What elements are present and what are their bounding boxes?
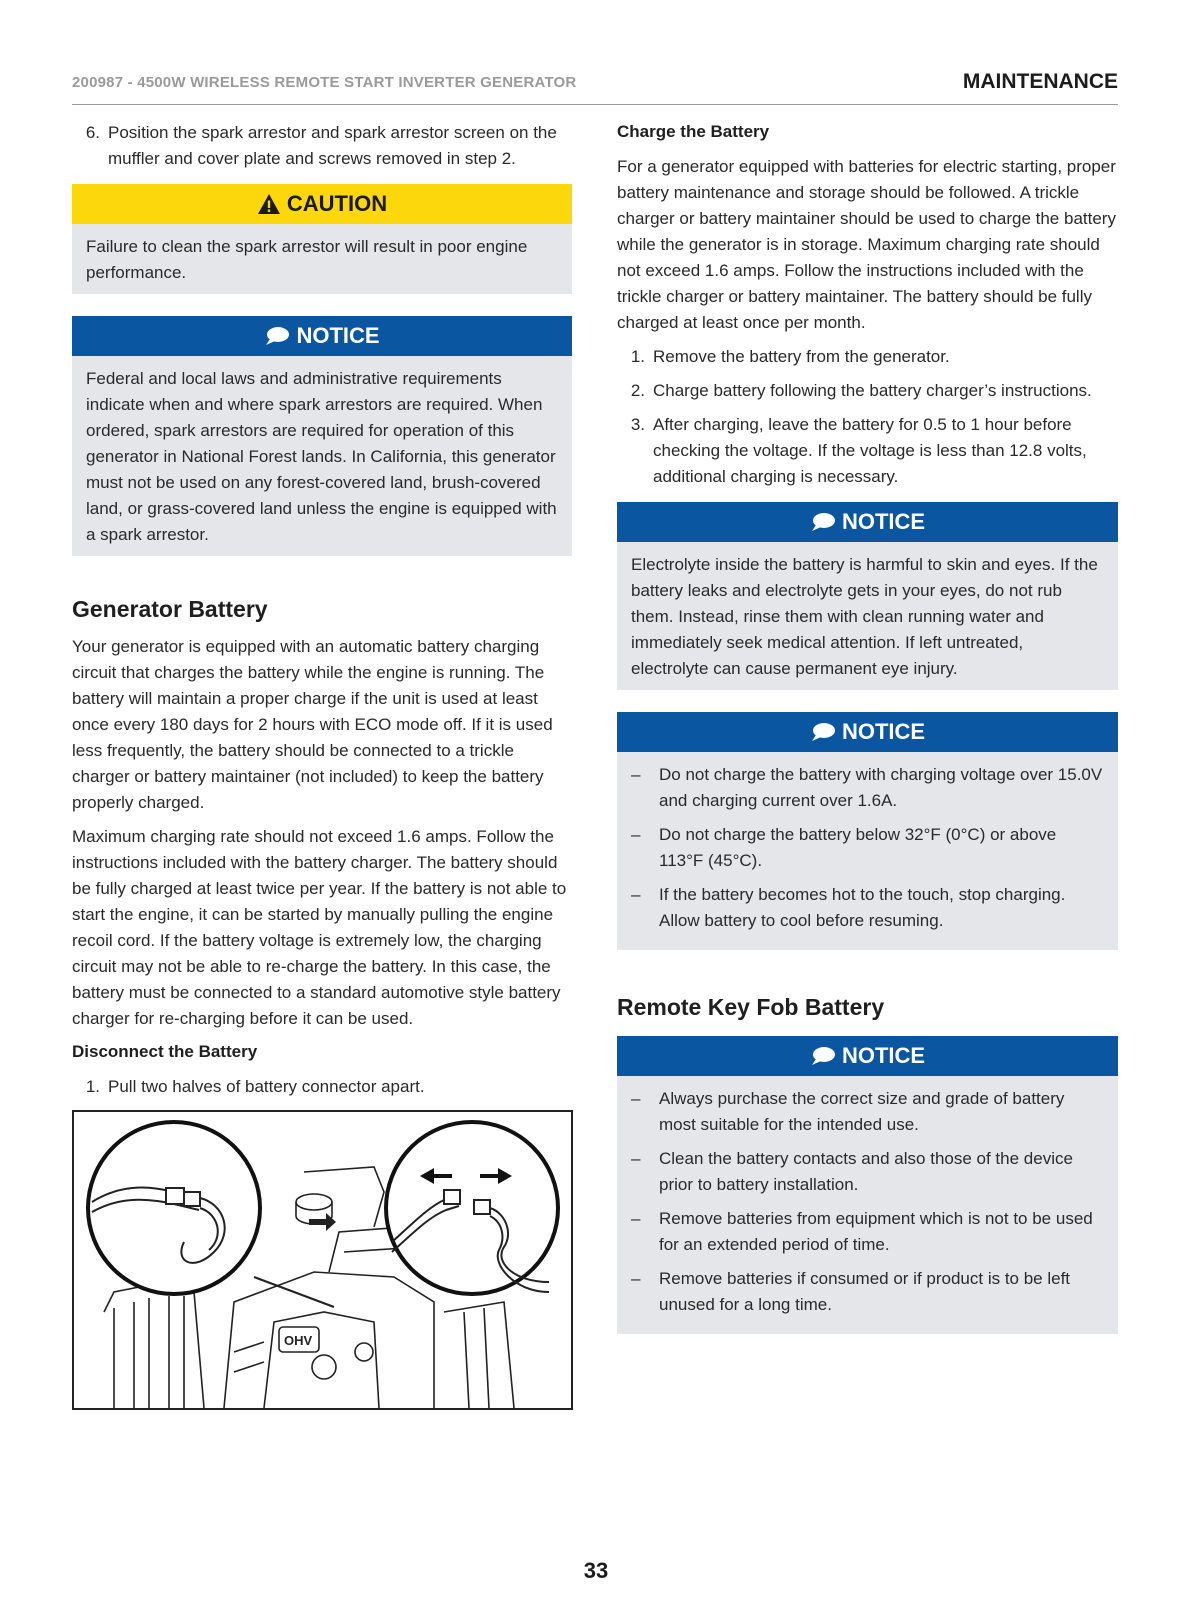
notice-item-text: Do not charge the battery below 32°F (0°C) or above 113°F (45°C).	[659, 825, 1057, 870]
section-title: MAINTENANCE	[962, 70, 1118, 93]
dash-bullet: –	[631, 885, 641, 904]
step-text: After charging, leave the battery for 0.5 to 1 hour before checking the voltage. If the voltage is less than 12.8 volts, additional charging is necessary.	[653, 415, 1087, 486]
charge-battery-heading: Charge the Battery	[617, 122, 770, 141]
notice-item-text: If the battery becomes hot to the touch, stop charging. Allow battery to cool before resuming.	[659, 885, 1066, 930]
charge-steps	[617, 344, 1118, 490]
notice-item-text: Clean the battery contacts and also those of the device prior to battery installation.	[659, 1149, 1073, 1194]
speech-bubble-icon	[810, 1046, 836, 1066]
step-number: 3.	[630, 415, 645, 434]
notice-list-item	[631, 1206, 1104, 1258]
caution-header	[72, 184, 572, 224]
notice-list-item	[631, 1086, 1104, 1138]
charge-battery-paragraph: For a generator equipped with batteries for electric starting, proper battery maintenance and storage should be followed. A trickle charger or battery maintainer should be used to charge the battery while the generator is in storage. Maximum charging rate should not exceed 1.6 amps. Follow the instructions included with the trickle charger or battery maintainer. The battery should be fully charged at least once per month.	[617, 157, 1116, 332]
notice-label: NOTICE	[841, 1043, 926, 1068]
notice-box-spark-arrestor	[72, 316, 572, 556]
notice-box-key-fob	[617, 1036, 1118, 1334]
step-text: Position the spark arrestor and spark arrestor screen on the muffler and cover plate and screws removed in step 2.	[108, 123, 557, 168]
dash-bullet: –	[631, 1149, 641, 1168]
step-text: Remove the battery from the generator.	[653, 347, 950, 366]
notice-item-text: Remove batteries from equipment which is not to be used for an extended period of time.	[659, 1209, 1093, 1254]
charge-step	[617, 378, 1118, 404]
charge-step	[617, 344, 1118, 370]
generator-battery-heading: Generator Battery	[72, 596, 268, 622]
step-number: 1.	[85, 1077, 100, 1096]
notice-list-item	[631, 1266, 1104, 1318]
generator-battery-paragraph-2: Maximum charging rate should not exceed 1.6 amps. Follow the instructions included with the battery charger. The battery should be fully charged at least twice per year. If the battery is not able to start the engine, it can be started by manually pulling the engine recoil cord. If the battery voltage is extremely low, the charging circuit may not be able to re-charge the battery. In this case, the battery must be connected to a standard automotive style battery charger for re-charging before it can be used.	[72, 827, 567, 1028]
notice-list-item	[631, 762, 1104, 814]
caution-label: CAUTION	[286, 191, 388, 216]
notice-list-item	[631, 882, 1104, 934]
speech-bubble-icon	[264, 326, 290, 346]
dash-bullet: –	[631, 825, 641, 844]
disconnect-battery-heading: Disconnect the Battery	[72, 1042, 258, 1061]
page-header	[72, 66, 1118, 105]
remote-key-fob-heading: Remote Key Fob Battery	[617, 994, 885, 1020]
left-column	[72, 120, 572, 1410]
speech-bubble-icon	[810, 722, 836, 742]
notice-item-text: Do not charge the battery with charging voltage over 15.0V and charging current over 1.6A.	[659, 765, 1103, 810]
charge-step	[617, 412, 1118, 490]
page-number: 33	[583, 1558, 609, 1583]
speech-bubble-icon	[810, 512, 836, 532]
step-text: Charge battery following the battery charger’s instructions.	[653, 381, 1092, 400]
step-6	[72, 120, 572, 172]
dash-bullet: –	[631, 1269, 641, 1288]
notice-label: NOTICE	[296, 323, 380, 348]
notice-label: NOTICE	[841, 719, 926, 744]
notice-item-text: Always purchase the correct size and grade of battery most suitable for the intended use.	[659, 1089, 1065, 1134]
dash-bullet: –	[631, 1089, 641, 1108]
warning-triangle-icon	[257, 193, 281, 215]
notice-list-item	[631, 1146, 1104, 1198]
right-column	[617, 120, 1118, 1356]
step-number: 2.	[630, 381, 645, 400]
engine-ohv-mark: OHV	[284, 1333, 313, 1348]
generator-engine-drawing	[74, 1112, 571, 1408]
dash-bullet: –	[631, 1209, 641, 1228]
notice-header	[617, 1036, 1118, 1076]
step-number: 6.	[85, 123, 100, 142]
battery-connector-illustration	[72, 1110, 573, 1410]
notice-box-electrolyte	[617, 502, 1118, 690]
dash-bullet: –	[631, 765, 641, 784]
notice-header	[72, 316, 572, 356]
notice-header	[617, 712, 1118, 752]
notice-body	[617, 1076, 1118, 1334]
step-number: 1.	[630, 347, 645, 366]
notice-body: Federal and local laws and administrative requirements indicate when and where spark arrestors are required. When ordered, spark arrestors are required for operation of this generator in National Forest lands. In California, this generator must not be used on any forest-covered land, brush-covered land, or grass-covered land unless the engine is equipped with a spark arrestor.	[86, 369, 557, 544]
notice-item-text: Remove batteries if consumed or if product is to be left unused for a long time.	[659, 1269, 1071, 1314]
document-title: 200987 - 4500W WIRELESS REMOTE START INVERTER GENERATOR	[72, 74, 577, 91]
disconnect-step-1	[72, 1074, 572, 1100]
notice-label: NOTICE	[841, 509, 926, 534]
notice-body: Electrolyte inside the battery is harmful to skin and eyes. If the battery leaks and electrolyte gets in your eyes, do not rub them. Instead, rinse them with clean running water and immediately seek medical attention. If left untreated, electrolyte can cause permanent eye injury.	[631, 555, 1098, 678]
generator-battery-paragraph-1: Your generator is equipped with an automatic battery charging circuit that charges the battery while the engine is running. The battery will maintain a proper charge if the unit is used at least once every 180 days for 2 hours with ECO mode off. If it is used less frequently, the battery should be connected to a trickle charger or battery maintainer (not included) to keep the battery properly charged.	[72, 637, 553, 812]
notice-header	[617, 502, 1118, 542]
caution-body: Failure to clean the spark arrestor will result in poor engine performance.	[86, 237, 528, 282]
notice-list-item	[631, 822, 1104, 874]
notice-body	[617, 752, 1118, 950]
notice-box-charging-limits	[617, 712, 1118, 950]
step-text: Pull two halves of battery connector apart.	[108, 1077, 425, 1096]
caution-box	[72, 184, 572, 294]
